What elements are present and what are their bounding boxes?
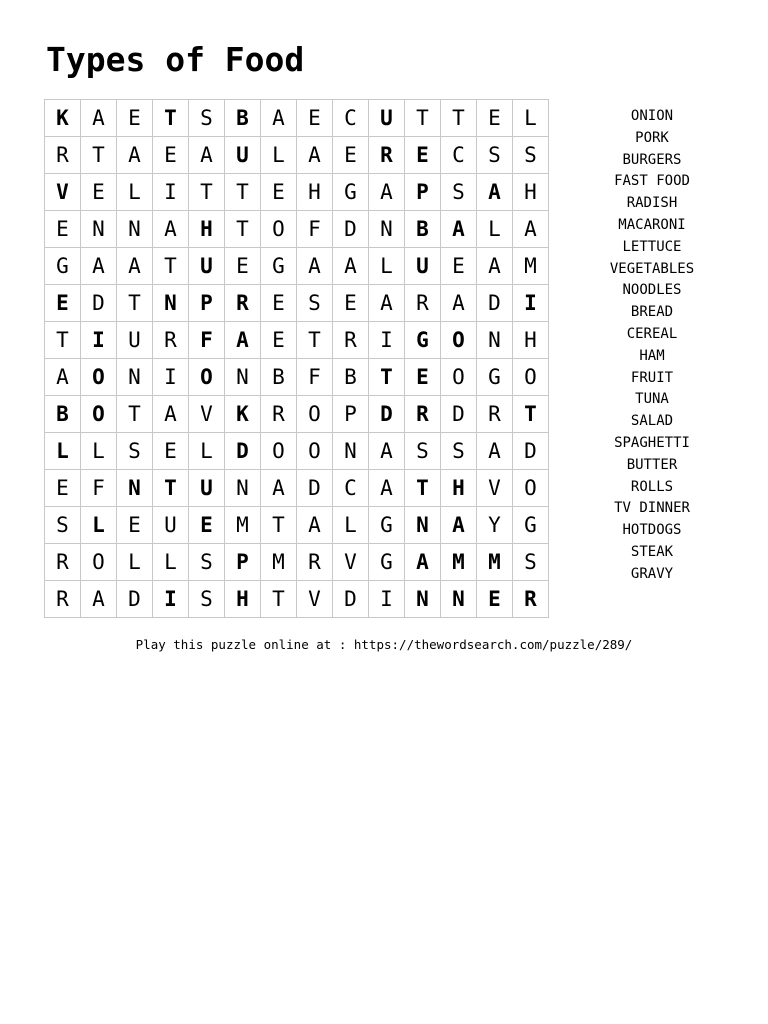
- grid-cell: B: [333, 359, 369, 396]
- grid-cell: L: [81, 507, 117, 544]
- grid-cell: D: [513, 433, 549, 470]
- footer-link-text: Play this puzzle online at : https://thewordsearch.com/puzzle/289/: [135, 637, 633, 652]
- grid-cell: R: [405, 396, 441, 433]
- grid-cell: H: [441, 470, 477, 507]
- grid-cell: V: [45, 174, 81, 211]
- grid-cell: L: [45, 433, 81, 470]
- grid-cell: Y: [477, 507, 513, 544]
- grid-cell: A: [189, 137, 225, 174]
- grid-cell: I: [153, 359, 189, 396]
- grid-cell: N: [225, 470, 261, 507]
- word-list-item: BUTTER: [626, 456, 678, 473]
- grid-cell: R: [261, 396, 297, 433]
- grid-row: [45, 507, 549, 544]
- grid-cell: U: [369, 100, 405, 137]
- grid-cell: O: [513, 470, 549, 507]
- grid-cell: U: [405, 248, 441, 285]
- grid-cell: E: [441, 248, 477, 285]
- grid-cell: O: [297, 396, 333, 433]
- grid-cell: N: [477, 322, 513, 359]
- grid-cell: O: [441, 359, 477, 396]
- grid-cell: E: [81, 174, 117, 211]
- grid-cell: M: [261, 544, 297, 581]
- grid-cell: I: [81, 322, 117, 359]
- grid-cell: T: [405, 100, 441, 137]
- grid-cell: A: [369, 433, 405, 470]
- word-list-item: VEGETABLES: [609, 260, 695, 277]
- grid-cell: D: [297, 470, 333, 507]
- word-list-item: BURGERS: [622, 151, 682, 168]
- grid-cell: F: [297, 359, 333, 396]
- grid-cell: A: [117, 248, 153, 285]
- grid-cell: A: [369, 174, 405, 211]
- grid-cell: G: [369, 544, 405, 581]
- grid-cell: L: [153, 544, 189, 581]
- grid-cell: D: [225, 433, 261, 470]
- grid-row: [45, 544, 549, 581]
- grid-cell: T: [297, 322, 333, 359]
- grid-cell: I: [153, 581, 189, 618]
- grid-cell: U: [153, 507, 189, 544]
- grid-row: [45, 359, 549, 396]
- grid-cell: O: [261, 433, 297, 470]
- grid-cell: O: [441, 322, 477, 359]
- grid-cell: E: [45, 470, 81, 507]
- grid-cell: L: [369, 248, 405, 285]
- grid-cell: T: [117, 396, 153, 433]
- grid-cell: B: [261, 359, 297, 396]
- grid-cell: F: [297, 211, 333, 248]
- grid-cell: T: [441, 100, 477, 137]
- grid-cell: K: [225, 396, 261, 433]
- grid-cell: R: [513, 581, 549, 618]
- word-list-item: CEREAL: [626, 325, 678, 342]
- grid-row: [45, 470, 549, 507]
- grid-cell: M: [441, 544, 477, 581]
- grid-cell: T: [405, 470, 441, 507]
- grid-cell: E: [117, 100, 153, 137]
- grid-cell: I: [153, 174, 189, 211]
- grid-cell: E: [405, 137, 441, 174]
- grid-cell: D: [477, 285, 513, 322]
- grid-cell: E: [261, 285, 297, 322]
- grid-cell: G: [261, 248, 297, 285]
- grid-cell: A: [153, 211, 189, 248]
- word-list-item: FRUIT: [630, 369, 674, 386]
- grid-cell: M: [513, 248, 549, 285]
- grid-cell: A: [333, 248, 369, 285]
- grid-cell: F: [189, 322, 225, 359]
- grid-cell: E: [189, 507, 225, 544]
- grid-cell: V: [333, 544, 369, 581]
- grid-cell: R: [45, 544, 81, 581]
- word-list-item: TUNA: [635, 391, 669, 408]
- grid-cell: H: [297, 174, 333, 211]
- grid-cell: N: [333, 433, 369, 470]
- grid-cell: R: [297, 544, 333, 581]
- grid-cell: L: [189, 433, 225, 470]
- grid-cell: N: [153, 285, 189, 322]
- grid-cell: T: [45, 322, 81, 359]
- word-list-item: MACARONI: [618, 216, 686, 233]
- grid-cell: S: [189, 581, 225, 618]
- grid-cell: I: [513, 285, 549, 322]
- grid-cell: L: [333, 507, 369, 544]
- grid-body: [45, 100, 549, 618]
- grid-cell: T: [153, 248, 189, 285]
- grid-cell: A: [81, 248, 117, 285]
- grid-cell: A: [225, 322, 261, 359]
- grid-cell: A: [369, 470, 405, 507]
- grid-cell: F: [81, 470, 117, 507]
- grid-cell: H: [225, 581, 261, 618]
- grid-cell: S: [297, 285, 333, 322]
- word-list-item: SALAD: [630, 413, 674, 430]
- grid-cell: R: [369, 137, 405, 174]
- grid-cell: D: [81, 285, 117, 322]
- grid-cell: U: [189, 248, 225, 285]
- grid-cell: A: [513, 211, 549, 248]
- grid-cell: M: [477, 544, 513, 581]
- grid-cell: R: [333, 322, 369, 359]
- grid-cell: D: [441, 396, 477, 433]
- grid-cell: H: [513, 174, 549, 211]
- grid-cell: E: [405, 359, 441, 396]
- grid-cell: O: [297, 433, 333, 470]
- page-title: Types of Food: [46, 40, 305, 79]
- grid-cell: D: [117, 581, 153, 618]
- grid-cell: T: [117, 285, 153, 322]
- grid-cell: L: [513, 100, 549, 137]
- grid-cell: O: [189, 359, 225, 396]
- grid-cell: T: [225, 174, 261, 211]
- grid-cell: A: [477, 248, 513, 285]
- word-list-item: FAST FOOD: [614, 173, 690, 190]
- word-search-grid: [44, 99, 549, 618]
- grid-cell: S: [477, 137, 513, 174]
- grid-cell: R: [45, 581, 81, 618]
- grid-cell: N: [81, 211, 117, 248]
- grid-row: [45, 174, 549, 211]
- grid-cell: A: [153, 396, 189, 433]
- grid-cell: A: [261, 100, 297, 137]
- grid-cell: E: [297, 100, 333, 137]
- grid-cell: N: [117, 359, 153, 396]
- grid-cell: R: [153, 322, 189, 359]
- grid-cell: A: [441, 285, 477, 322]
- grid-cell: A: [81, 581, 117, 618]
- grid-cell: D: [333, 211, 369, 248]
- word-list-item: TV DINNER: [614, 500, 690, 517]
- grid-cell: L: [117, 544, 153, 581]
- grid-cell: C: [333, 470, 369, 507]
- grid-cell: N: [405, 581, 441, 618]
- grid-row: [45, 137, 549, 174]
- grid-cell: N: [117, 211, 153, 248]
- grid-row: [45, 248, 549, 285]
- grid-cell: U: [117, 322, 153, 359]
- word-list-item: ROLLS: [630, 478, 674, 495]
- grid-cell: V: [189, 396, 225, 433]
- grid-cell: A: [477, 174, 513, 211]
- grid-cell: S: [441, 433, 477, 470]
- grid-cell: E: [117, 507, 153, 544]
- grid-cell: S: [117, 433, 153, 470]
- word-list-item: LETTUCE: [622, 238, 682, 255]
- grid-cell: T: [153, 100, 189, 137]
- grid-cell: N: [405, 507, 441, 544]
- grid-cell: G: [333, 174, 369, 211]
- grid-cell: A: [369, 285, 405, 322]
- word-list-item: GRAVY: [630, 565, 674, 582]
- word-list-item: STEAK: [630, 543, 674, 560]
- grid-cell: D: [369, 396, 405, 433]
- grid-cell: K: [45, 100, 81, 137]
- grid-cell: U: [225, 137, 261, 174]
- grid-cell: T: [261, 507, 297, 544]
- grid-cell: T: [189, 174, 225, 211]
- grid-cell: B: [225, 100, 261, 137]
- grid-cell: A: [297, 248, 333, 285]
- grid-cell: A: [261, 470, 297, 507]
- grid-cell: M: [225, 507, 261, 544]
- grid-cell: L: [477, 211, 513, 248]
- grid-cell: T: [261, 581, 297, 618]
- grid-cell: G: [405, 322, 441, 359]
- grid-cell: A: [477, 433, 513, 470]
- grid-cell: S: [513, 544, 549, 581]
- word-list-item: PORK: [635, 129, 669, 146]
- grid-cell: E: [153, 137, 189, 174]
- grid-cell: A: [405, 544, 441, 581]
- grid-cell: C: [441, 137, 477, 174]
- grid-cell: R: [225, 285, 261, 322]
- grid-cell: R: [477, 396, 513, 433]
- grid-cell: A: [81, 100, 117, 137]
- grid-cell: N: [117, 470, 153, 507]
- grid-cell: P: [189, 285, 225, 322]
- word-list: [590, 106, 714, 586]
- grid-cell: G: [477, 359, 513, 396]
- grid-cell: E: [333, 285, 369, 322]
- grid-cell: L: [261, 137, 297, 174]
- grid-cell: O: [81, 544, 117, 581]
- grid-cell: A: [441, 507, 477, 544]
- grid-cell: O: [81, 396, 117, 433]
- grid-cell: I: [369, 581, 405, 618]
- grid-cell: B: [405, 211, 441, 248]
- grid-cell: E: [477, 581, 513, 618]
- grid-cell: I: [369, 322, 405, 359]
- grid-cell: V: [297, 581, 333, 618]
- grid-cell: B: [45, 396, 81, 433]
- grid-cell: S: [189, 100, 225, 137]
- grid-cell: H: [189, 211, 225, 248]
- grid-cell: H: [513, 322, 549, 359]
- grid-cell: P: [333, 396, 369, 433]
- grid-cell: E: [225, 248, 261, 285]
- grid-cell: L: [117, 174, 153, 211]
- grid-cell: R: [405, 285, 441, 322]
- grid-cell: E: [261, 174, 297, 211]
- grid-cell: S: [45, 507, 81, 544]
- grid-cell: A: [45, 359, 81, 396]
- grid-cell: G: [513, 507, 549, 544]
- grid-cell: P: [405, 174, 441, 211]
- word-list-item: HAM: [639, 347, 665, 364]
- grid-row: [45, 211, 549, 248]
- word-list-item: ONION: [630, 108, 674, 124]
- grid-row: [45, 396, 549, 433]
- grid-cell: C: [333, 100, 369, 137]
- word-list-item: HOTDOGS: [622, 522, 682, 539]
- grid-cell: T: [513, 396, 549, 433]
- grid-cell: E: [261, 322, 297, 359]
- grid-row: [45, 285, 549, 322]
- grid-cell: A: [297, 137, 333, 174]
- grid-cell: O: [81, 359, 117, 396]
- word-list-item: SPAGHETTI: [614, 434, 690, 451]
- grid-cell: O: [513, 359, 549, 396]
- grid-cell: P: [225, 544, 261, 581]
- grid-cell: S: [441, 174, 477, 211]
- grid-cell: T: [81, 137, 117, 174]
- grid-cell: L: [81, 433, 117, 470]
- grid-cell: N: [225, 359, 261, 396]
- grid-cell: N: [369, 211, 405, 248]
- grid-cell: A: [441, 211, 477, 248]
- grid-cell: T: [369, 359, 405, 396]
- grid-cell: D: [333, 581, 369, 618]
- word-list-item: NOODLES: [622, 282, 682, 299]
- grid-row: [45, 433, 549, 470]
- word-list-item: RADISH: [626, 195, 678, 212]
- word-list-item: BREAD: [630, 304, 674, 321]
- grid-cell: T: [225, 211, 261, 248]
- grid-row: [45, 581, 549, 618]
- grid-cell: S: [513, 137, 549, 174]
- grid-cell: S: [189, 544, 225, 581]
- grid-row: [45, 100, 549, 137]
- grid-cell: E: [153, 433, 189, 470]
- grid-cell: A: [117, 137, 153, 174]
- grid-cell: E: [477, 100, 513, 137]
- grid-cell: S: [405, 433, 441, 470]
- grid-cell: E: [45, 211, 81, 248]
- grid-cell: E: [45, 285, 81, 322]
- grid-cell: G: [45, 248, 81, 285]
- grid-row: [45, 322, 549, 359]
- grid-cell: G: [369, 507, 405, 544]
- grid-cell: A: [297, 507, 333, 544]
- grid-cell: R: [45, 137, 81, 174]
- grid-cell: T: [153, 470, 189, 507]
- grid-cell: V: [477, 470, 513, 507]
- grid-cell: U: [189, 470, 225, 507]
- grid-cell: O: [261, 211, 297, 248]
- grid-cell: E: [333, 137, 369, 174]
- grid-cell: N: [441, 581, 477, 618]
